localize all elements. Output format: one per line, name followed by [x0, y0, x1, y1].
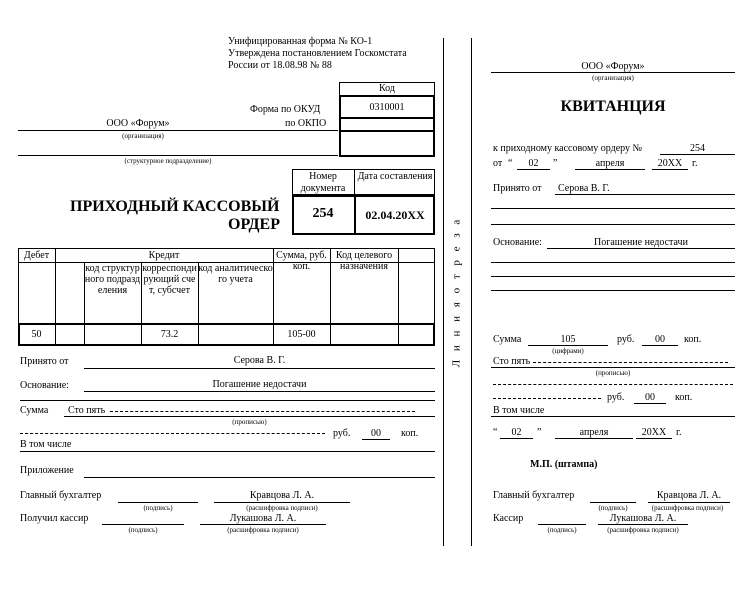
receipt-line-a — [491, 208, 735, 209]
receipt-year: 20XX — [657, 158, 683, 169]
received-from: Серова В. Г. — [233, 355, 286, 366]
okud-value: 0310001 — [369, 102, 405, 113]
receipt-year-suffix-2: г. — [676, 427, 682, 438]
receipt-month: апреля — [595, 158, 625, 169]
chief-decode-caption: (расшифровка подписи) — [246, 504, 318, 512]
receipt-dash-1 — [533, 362, 728, 363]
chief-sign-caption: (подпись) — [143, 504, 173, 512]
receipt-stamp: М.П. (штампа) — [530, 459, 598, 470]
receipt-chief-label: Главный бухгалтер — [493, 490, 575, 501]
date-label: Дата составления — [357, 171, 433, 182]
code-label: Код — [379, 83, 395, 94]
receipt-kop-line — [642, 345, 678, 346]
th-sum: Сумма, руб. коп. — [276, 250, 327, 272]
receipt-day-2: 02 — [511, 427, 522, 438]
cashier-decode-caption: (расшифровка подписи) — [227, 526, 299, 534]
sum-words-caption: (прописью) — [232, 418, 267, 426]
row-corr: 73.2 — [160, 329, 179, 340]
receipt-including-line — [491, 416, 735, 417]
receipt-year-2: 20XX — [641, 427, 667, 438]
receipt-received-label: Принято от — [493, 183, 542, 194]
receipt-kop-line-2 — [634, 403, 666, 404]
th-debit: Дебет — [23, 250, 50, 261]
receipt-quote-close-2: ” — [537, 427, 542, 438]
form-line-1: Унифицированная форма № КО-1 — [228, 36, 373, 47]
order-title-2: ОРДЕР — [228, 216, 280, 233]
struct-caption: (структурное подразделение) — [124, 157, 212, 165]
receipt-line-d — [491, 276, 735, 277]
receipt-day: 02 — [528, 158, 539, 169]
row-debit: 50 — [31, 329, 42, 340]
sum-words: Сто пять — [68, 405, 106, 416]
receipt-received-from: Серова В. Г. — [558, 183, 610, 194]
receipt-line-b — [491, 224, 735, 225]
sum-dash-2 — [20, 433, 325, 434]
th-credit: Кредит — [148, 250, 180, 261]
receipt-org-name: ООО «Форум» — [581, 61, 645, 72]
cashier-name-line — [200, 524, 326, 525]
cut-line-text: Л и н и я о т р е з а — [450, 216, 463, 368]
receipt-month-2: апреля — [579, 427, 609, 438]
th-analytic: код аналитического учета — [198, 263, 273, 285]
receipt-line-e — [491, 290, 735, 291]
receipt-month-line-2 — [555, 438, 633, 439]
receipt-kop-label: коп. — [684, 334, 702, 345]
receipt-quote-open-2: “ — [493, 427, 498, 438]
chief-accountant-label: Главный бухгалтер — [20, 490, 102, 501]
kop-line — [362, 439, 390, 440]
receipt-basis: Погашение недостачи — [594, 237, 688, 248]
receipt-words-line — [491, 367, 735, 368]
cut-line-left — [443, 38, 444, 546]
receipt-order-label: к приходному кассовому ордеру № — [493, 143, 643, 154]
org-name: ООО «Форум» — [106, 118, 170, 129]
receipt-title: КВИТАНЦИЯ — [560, 98, 666, 115]
receipt-cashier-sign-caption: (подпись) — [547, 526, 577, 534]
chief-sign-line — [118, 502, 198, 503]
including-line — [20, 451, 435, 452]
doc-num: 254 — [312, 206, 334, 221]
th-corr: корреспондирующий счет, субсчет — [142, 263, 197, 296]
kop-value: 00 — [371, 428, 381, 439]
col-sep-1 — [55, 248, 56, 346]
basis-line — [84, 391, 435, 392]
chief-name-line — [214, 502, 350, 503]
attachment-label: Приложение — [20, 465, 74, 476]
receipt-cashier: Лукашова Л. А. — [609, 513, 677, 524]
cashier-sign-caption: (подпись) — [128, 526, 158, 534]
row-sum: 105-00 — [287, 329, 316, 340]
doc-num-label: Номер документа — [300, 171, 346, 194]
receipt-rub-label: руб. — [617, 334, 635, 345]
attachment-line — [84, 477, 435, 478]
receipt-chief-decode-caption: (расшифровка подписи) — [651, 504, 724, 512]
receipt-day-line — [517, 169, 550, 170]
receipt-quote-close: ” — [553, 158, 558, 169]
code-divider-2 — [339, 130, 435, 132]
doc-date: 02.04.20XX — [365, 208, 425, 222]
receipt-cashier-sign-line — [538, 524, 586, 525]
cashier-sign-line — [102, 524, 184, 525]
receipt-rub-label-2: руб. — [607, 392, 625, 403]
receipt-received-line — [555, 194, 735, 195]
receipt-cashier-name-line — [598, 524, 688, 525]
receipt-year-suffix: г. — [692, 158, 698, 169]
chief-accountant: Кравцова Л. А. — [249, 490, 315, 501]
cashier-label: Получил кассир — [20, 513, 89, 524]
sum-dash-1 — [110, 411, 415, 412]
receipt-kop-value: 00 — [655, 334, 665, 345]
cut-line-right — [471, 38, 472, 546]
receipt-dash-3 — [493, 398, 601, 399]
sum-line — [64, 416, 435, 417]
col-sep-7 — [398, 248, 399, 346]
receipt-kop-value-2: 00 — [645, 392, 655, 403]
th-target: Код целевого назначения — [335, 250, 393, 272]
org-line — [18, 130, 338, 131]
receipt-sum-label: Сумма — [493, 334, 522, 345]
receipt-month-line — [575, 169, 645, 170]
receipt-kop-label-2: коп. — [675, 392, 693, 403]
including-label: В том числе — [20, 439, 72, 450]
basis: Погашение недостачи — [212, 379, 307, 390]
table-row-box — [18, 323, 435, 346]
form-line-2: Утверждена постановлением Госкомстата — [228, 48, 407, 59]
basis-line-2 — [20, 400, 435, 401]
receipt-year-line — [652, 169, 688, 170]
receipt-order-line — [660, 154, 735, 155]
okpo-label: по ОКПО — [285, 118, 327, 129]
th-struct: код структурного подразделения — [84, 263, 141, 296]
receipt-year-line-2 — [636, 438, 672, 439]
receipt-from-label: от — [493, 158, 503, 169]
received-line — [84, 368, 435, 369]
cashier: Лукашова Л. А. — [229, 513, 297, 524]
order-title-1: ПРИХОДНЫЙ КАССОВЫЙ — [70, 198, 280, 215]
receipt-line-c — [491, 262, 735, 263]
receipt-sum-words-caption: (прописью) — [595, 369, 631, 377]
receipt-org-line — [491, 72, 735, 73]
okud-label: Форма по ОКУД — [250, 104, 321, 115]
kop-label: коп. — [401, 428, 419, 439]
basis-label: Основание: — [20, 380, 69, 391]
receipt-basis-label: Основание: — [493, 237, 542, 248]
struct-line — [18, 155, 338, 156]
receipt-cashier-label: Кассир — [493, 513, 524, 524]
code-divider — [339, 117, 435, 119]
received-from-label: Принято от — [20, 356, 69, 367]
receipt-cashier-decode-caption: (расшифровка подписи) — [607, 526, 679, 534]
receipt-including-label: В том числе — [493, 405, 545, 416]
receipt-order-num: 254 — [690, 143, 705, 154]
receipt-sum-digits: 105 — [560, 334, 576, 345]
receipt-org-caption: (организация) — [592, 74, 634, 82]
receipt-chief-name-line — [648, 502, 730, 503]
receipt-chief: Кравцова Л. А. — [656, 490, 722, 501]
receipt-sum-digits-caption: (цифрами) — [552, 347, 584, 355]
receipt-sum-words: Сто пять — [493, 356, 531, 367]
form-line-3: России от 18.08.98 № 88 — [228, 60, 332, 71]
receipt-quote-open: “ — [508, 158, 513, 169]
receipt-chief-sign-line — [590, 502, 636, 503]
org-caption: (организация) — [122, 132, 164, 140]
rub-label: руб. — [333, 428, 351, 439]
receipt-basis-line — [547, 248, 735, 249]
sum-label: Сумма — [20, 405, 49, 416]
receipt-day-line-2 — [500, 438, 533, 439]
receipt-dash-2 — [493, 384, 733, 385]
receipt-sum-digits-line — [528, 345, 608, 346]
receipt-chief-sign-caption: (подпись) — [598, 504, 628, 512]
